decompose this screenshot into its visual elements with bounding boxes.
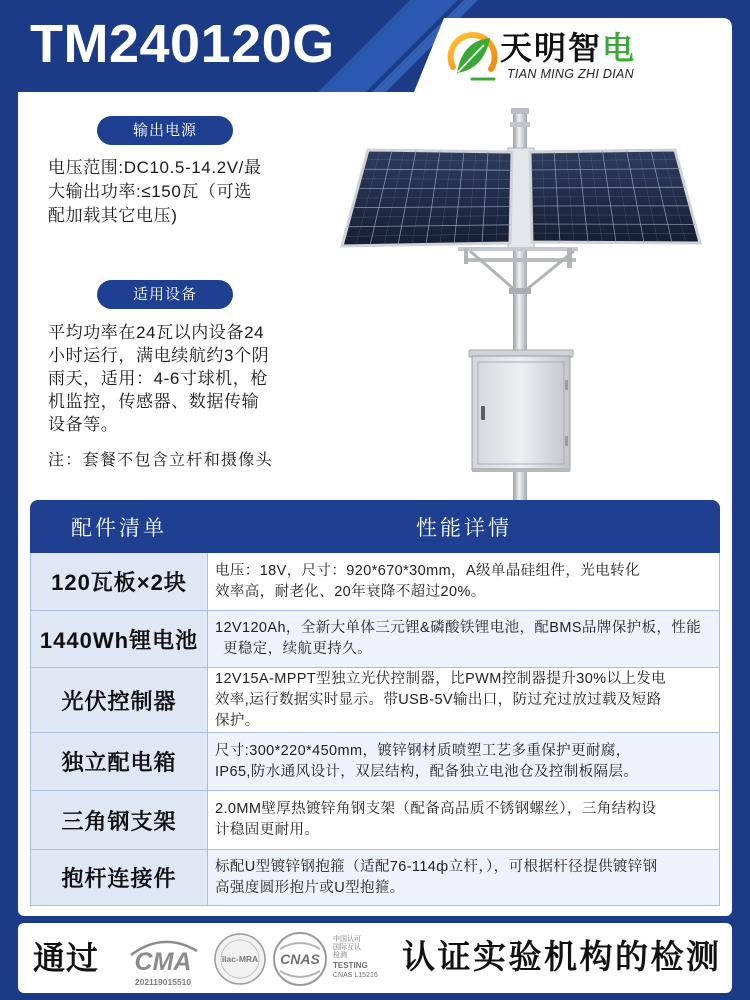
brand-name (500, 30, 636, 66)
applicable-devices-line: 平均功率在24瓦以内设备24 (48, 323, 265, 342)
sun-leaf-logo-icon (444, 27, 500, 85)
part-name: 抱杆连接件 (31, 850, 208, 905)
pole-ring (510, 122, 530, 127)
detail-line: 更稳定，续航更持久。 (223, 641, 372, 657)
cnas-caption-line: TESTING (333, 961, 368, 970)
cnas-text: CNAS (280, 951, 320, 967)
detail-line: 电压：18V，尺寸：920*670*30mm，A级单晶硅组件，光电转化 (215, 562, 640, 579)
output-power-description (48, 156, 262, 228)
cnas-caption-line: 国际互认 (333, 944, 361, 951)
detail-line: 计稳固更耐用。 (215, 822, 320, 838)
detail-line: 标配U型镀锌钢抱箍（适配76-114ф立杆，），可根据杆径提供镀锌钢 (215, 858, 658, 875)
spec-table (30, 500, 720, 906)
detail-line: IP65,防水通风设计，双层结构，配备独立电池仓及控制板隔层。 (215, 763, 639, 780)
output-power-line: 大输出功率:≤150瓦（可选 (48, 182, 252, 201)
cma-logo (131, 942, 197, 987)
part-detail (208, 668, 719, 732)
detail-line: 高强度圆形抱片或U型抱箍。 (215, 879, 405, 896)
model-title: TM240120G (30, 14, 335, 74)
detail-line: 12V120Ah，全新大单体三元锂&磷酸铁锂电池，配BMS品牌保护板，性能 (215, 620, 702, 636)
output-power-badge: 输出电源 (97, 116, 233, 145)
detail-line: 2.0MM壁厚热镀锌角钢支架（配备高品质不锈钢螺丝），三角结构设 (215, 801, 657, 817)
distribution-box-hinge (565, 436, 568, 446)
brand-name-last: 电 (602, 30, 637, 66)
pole-cap (511, 108, 529, 114)
detail-line: 效率,运行数据实时显示。带USB-5V输出口，防过充过放过载及短路 (215, 691, 662, 708)
part-name: 1440Wh锂电池 (31, 611, 208, 667)
ilac-mra-text: ilac-MRA (221, 954, 259, 964)
distribution-box (472, 356, 570, 470)
detail-line: 保护。 (215, 712, 260, 729)
detail-line: 效率高，耐老化、20年衰降不超过20%。 (215, 583, 486, 600)
cnas-accreditation-text (333, 934, 378, 979)
bracket-bar-upper (458, 247, 578, 251)
part-detail (208, 791, 719, 849)
pole-clamp (509, 288, 531, 294)
cnas-caption-line: CNAS L15216 (333, 972, 378, 979)
part-name: 光伏控制器 (31, 668, 208, 732)
package-note: 注：套餐不包含立杆和摄像头 (48, 452, 273, 469)
table-row (30, 553, 720, 611)
applicable-devices-line: 雨天，适用：4-6寸球机，枪 (48, 369, 268, 388)
bracket-strut-right (526, 251, 574, 290)
bracket-end-left (464, 248, 468, 264)
cma-number: 202119015510 (134, 977, 192, 987)
certification-logos (125, 929, 400, 991)
certification-prefix: 通过 (33, 940, 100, 976)
detail-line: 尺寸:300*220*450mm，镀锌钢材质喷塑工艺多重保护更耐腐， (215, 742, 631, 759)
part-detail (208, 553, 719, 610)
distribution-box-hinge (565, 380, 568, 390)
part-name: 三角钢支架 (31, 791, 208, 849)
applicable-devices-description (48, 321, 269, 436)
detail-line: 12V15A-MPPT型独立光伏控制器，比PWM控制器提升30%以上发电 (215, 670, 667, 687)
applicable-devices-line: 小时运行，满电续航约3个阴 (48, 346, 270, 365)
applicable-devices-line: 机监控，传感器、数据传输 (48, 392, 260, 411)
cnas-caption-line: 检测 (333, 952, 347, 959)
applicable-devices-badge: 适用设备 (97, 280, 233, 309)
part-name: 120瓦板×2块 (31, 553, 208, 610)
table-row (30, 611, 720, 668)
applicable-devices-line: 设备等。 (48, 415, 119, 434)
cnas-caption-line: 中国认可 (333, 936, 361, 943)
distribution-box-lock (481, 406, 485, 420)
cma-logo-text: CMA (134, 948, 192, 976)
table-row (30, 850, 720, 906)
part-detail (208, 611, 719, 667)
ilac-mra-logo (215, 934, 265, 984)
brand-name-main: 天明智 (500, 30, 603, 66)
output-power-line: 配加载其它电压) (48, 206, 178, 225)
column-header-details: 性能详情 (416, 516, 512, 540)
part-detail (208, 733, 719, 790)
table-row (30, 791, 720, 850)
part-name: 独立配电箱 (31, 733, 208, 790)
output-power-line: 电压范围:DC10.5-14.2V/最 (48, 158, 262, 177)
table-row (30, 668, 720, 733)
bracket-strut-left (470, 251, 515, 290)
brand-pinyin: TIAN MING ZHI DIAN (507, 67, 634, 81)
column-header-parts: 配件清单 (71, 516, 167, 540)
distribution-box-base (472, 468, 570, 472)
solar-panel-pole-illustration (330, 100, 710, 500)
table-row (30, 733, 720, 791)
table-header-row (30, 500, 720, 553)
certification-suffix: 认证实验机构的检测 (402, 938, 722, 975)
cnas-logo (274, 933, 326, 985)
part-detail (208, 850, 719, 905)
